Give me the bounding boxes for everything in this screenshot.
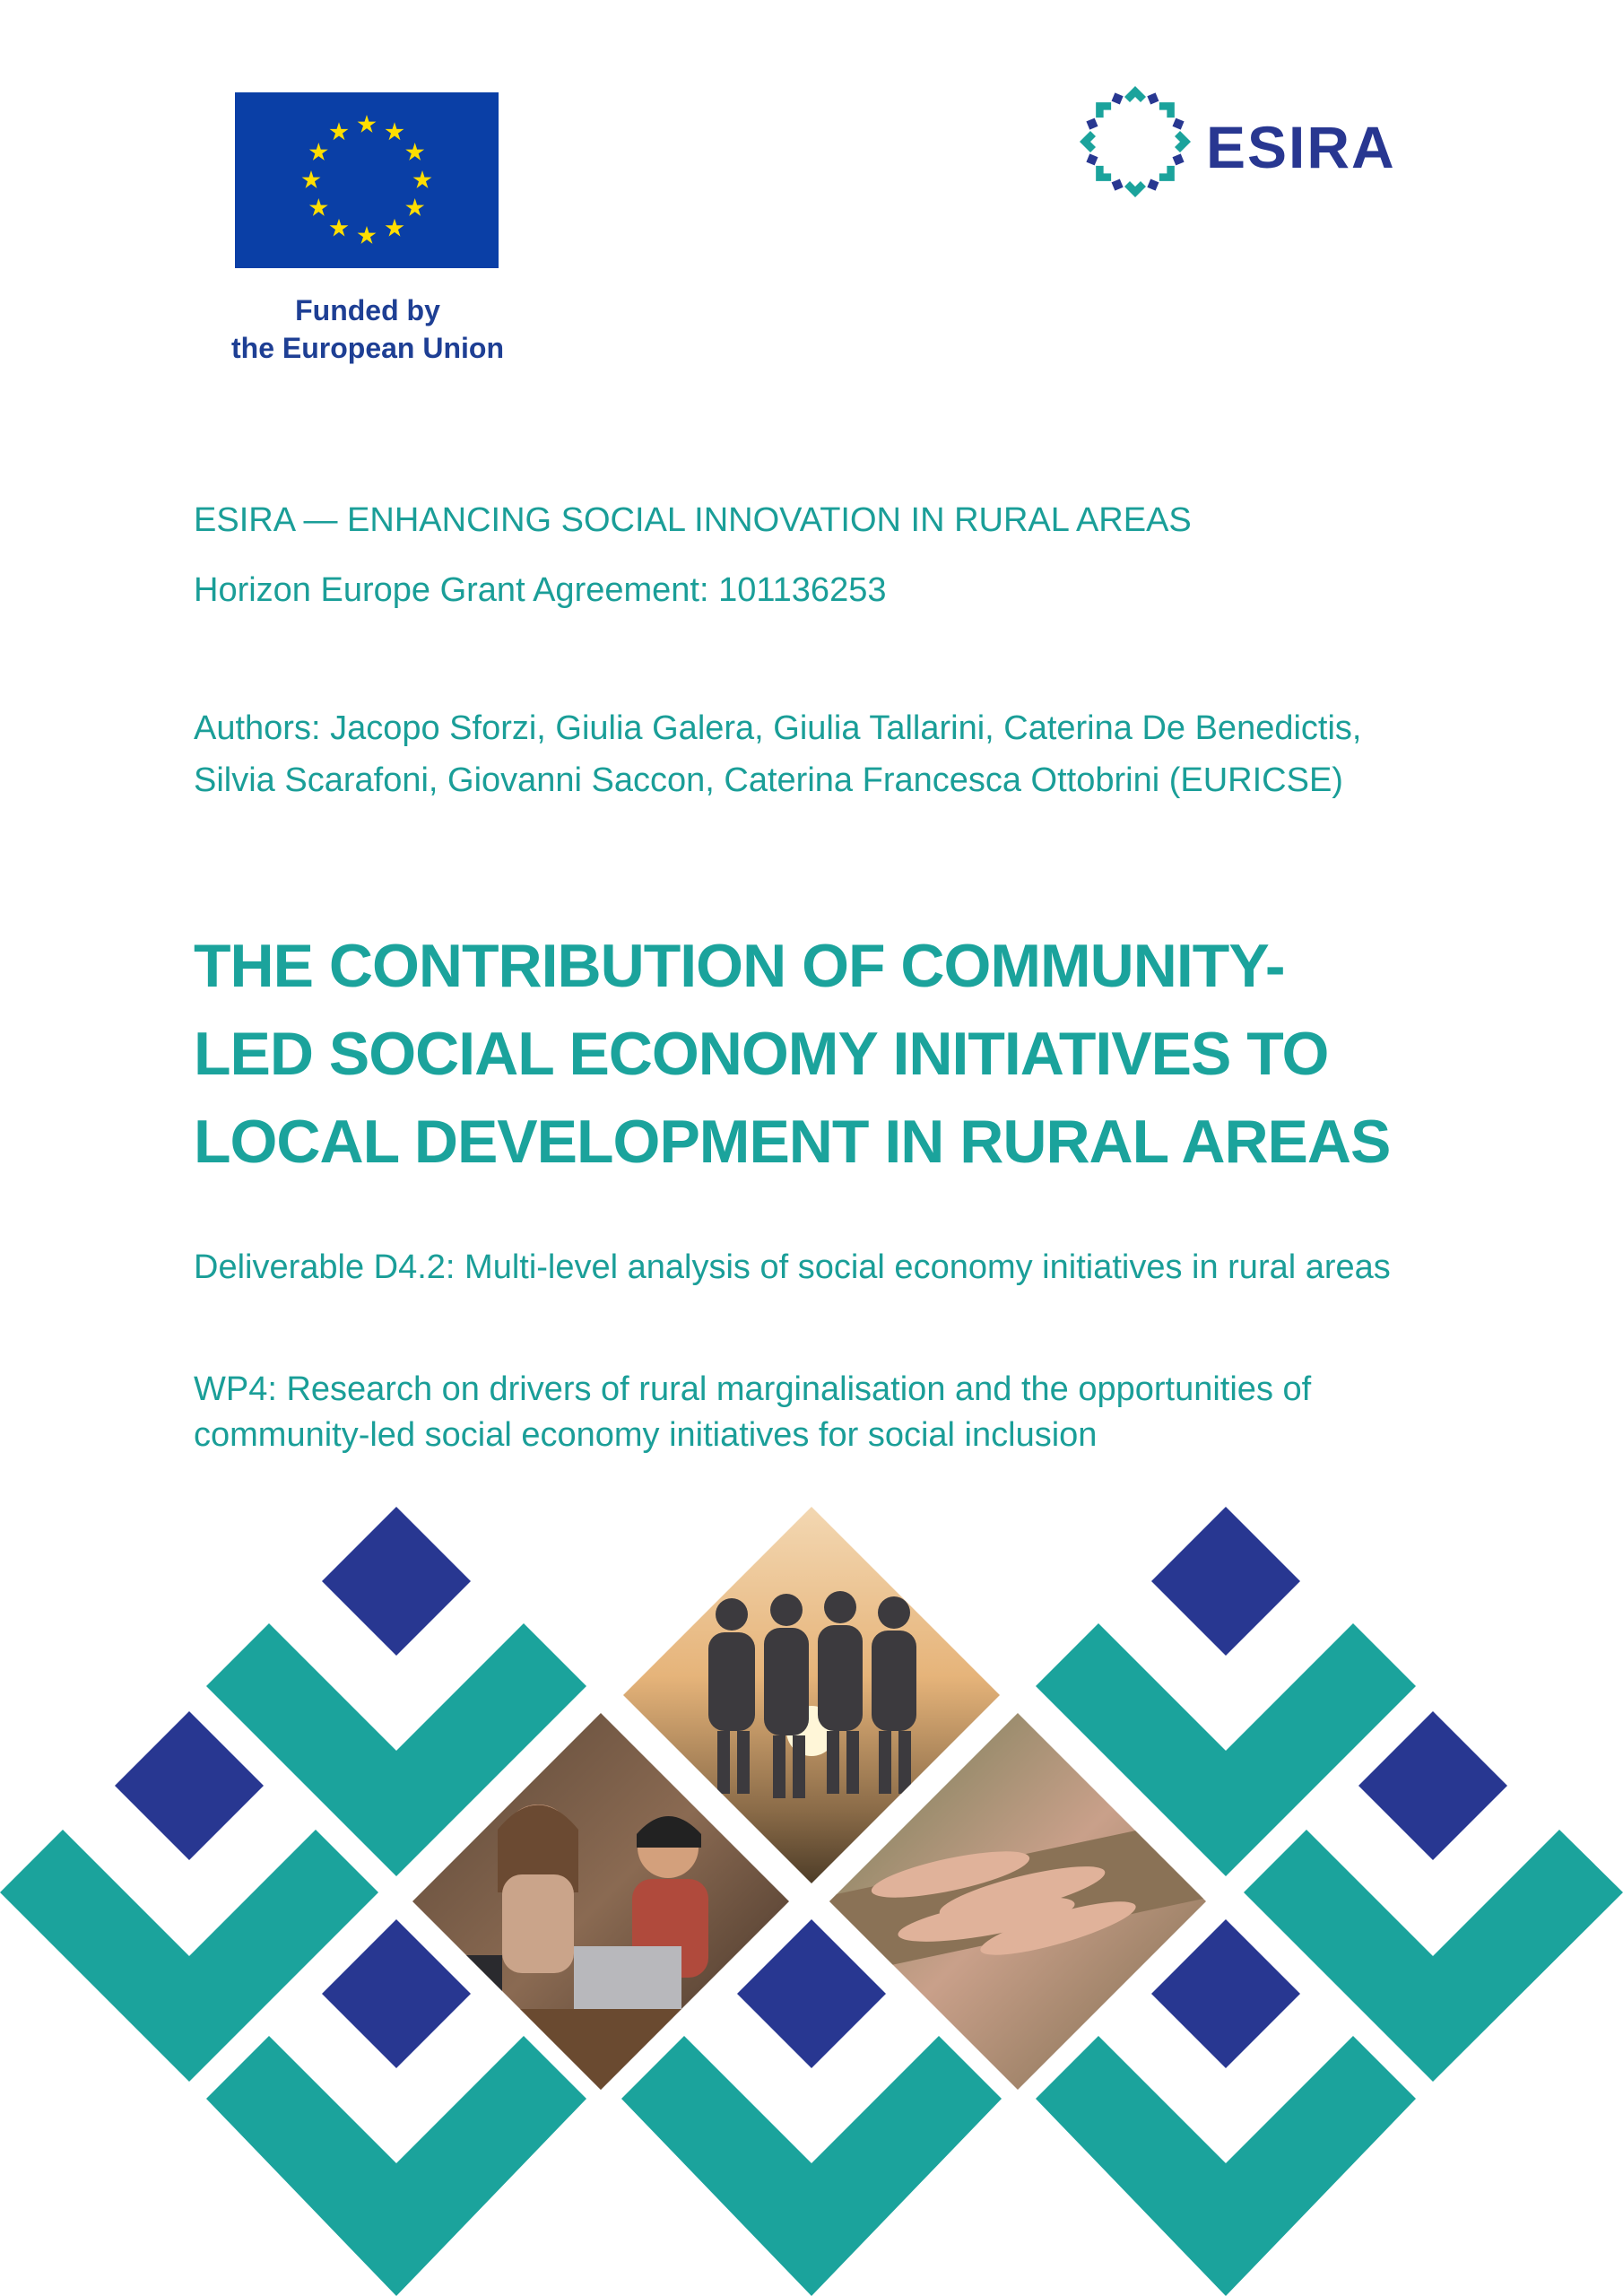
work-package-text: WP4: Research on drivers of rural marginalisation and the opportunities of community-led social economy initiatives for social inclusion bbox=[194, 1370, 1312, 1454]
project-subtitle: ESIRA — ENHANCING SOCIAL INNOVATION IN RURAL AREAS bbox=[194, 501, 1192, 539]
teal-chevron bbox=[1244, 1830, 1623, 2082]
esira-diamond-icon bbox=[1086, 118, 1098, 130]
navy-diamond bbox=[737, 1919, 886, 2068]
esira-chevron-icon bbox=[1080, 131, 1096, 152]
esira-diamond-icon bbox=[1147, 92, 1159, 104]
teal-chevron bbox=[1036, 2036, 1416, 2296]
esira-logo-text: ESIRA bbox=[1206, 114, 1396, 180]
esira-diamond-icon bbox=[1112, 179, 1124, 191]
eu-flag-icon bbox=[235, 92, 499, 268]
esira-diamond-icon bbox=[1147, 179, 1159, 191]
grant-agreement: Horizon Europe Grant Agreement: 101136253 bbox=[194, 571, 887, 609]
eu-funding-line-2: the European Union bbox=[231, 332, 504, 364]
navy-diamond bbox=[1151, 1507, 1300, 1656]
teal-chevron bbox=[206, 2036, 586, 2296]
navy-diamond bbox=[115, 1711, 264, 1860]
teal-chevron bbox=[621, 2036, 1002, 2296]
title-line-2: LED SOCIAL ECONOMY INITIATIVES TO bbox=[194, 1020, 1329, 1088]
navy-diamond bbox=[1151, 1919, 1300, 2068]
navy-diamond bbox=[1358, 1711, 1507, 1860]
decorative-pattern bbox=[0, 1489, 1623, 2296]
esira-chevron-icon bbox=[1175, 131, 1191, 152]
esira-chevron-icon bbox=[1089, 162, 1115, 189]
esira-chevron-icon bbox=[1156, 162, 1183, 189]
esira-chevron-icon bbox=[1124, 181, 1146, 197]
eu-funding-label bbox=[170, 291, 565, 367]
esira-diamond-icon bbox=[1173, 118, 1185, 130]
esira-diamond-icon bbox=[1173, 153, 1185, 165]
esira-diamond-icon bbox=[1086, 153, 1098, 165]
esira-chevron-icon bbox=[1089, 95, 1115, 122]
navy-diamond bbox=[322, 1919, 471, 2068]
document-title bbox=[194, 922, 1467, 1186]
esira-diamond-icon bbox=[1112, 92, 1124, 104]
authors: Authors: Jacopo Sforzi, Giulia Galera, Giulia Tallarini, Caterina De Benedictis, Silvia Scarafoni, Giovanni Saccon, Caterina Francesca Ottobrini (EURICSE) bbox=[194, 709, 1362, 799]
title-line-3: LOCAL DEVELOPMENT IN RURAL AREAS bbox=[194, 1108, 1391, 1176]
esira-chevron-icon bbox=[1124, 86, 1146, 102]
title-line-1: THE CONTRIBUTION OF COMMUNITY- bbox=[194, 932, 1285, 1000]
esira-logo-icon bbox=[1072, 79, 1198, 204]
teal-chevron bbox=[0, 1830, 378, 2082]
eu-funding-line-1: Funded by bbox=[295, 294, 440, 326]
deliverable-text: Deliverable D4.2: Multi-level analysis of social economy initiatives in rural areas bbox=[194, 1248, 1391, 1286]
navy-diamond bbox=[322, 1507, 471, 1656]
esira-chevron-icon bbox=[1156, 95, 1183, 122]
